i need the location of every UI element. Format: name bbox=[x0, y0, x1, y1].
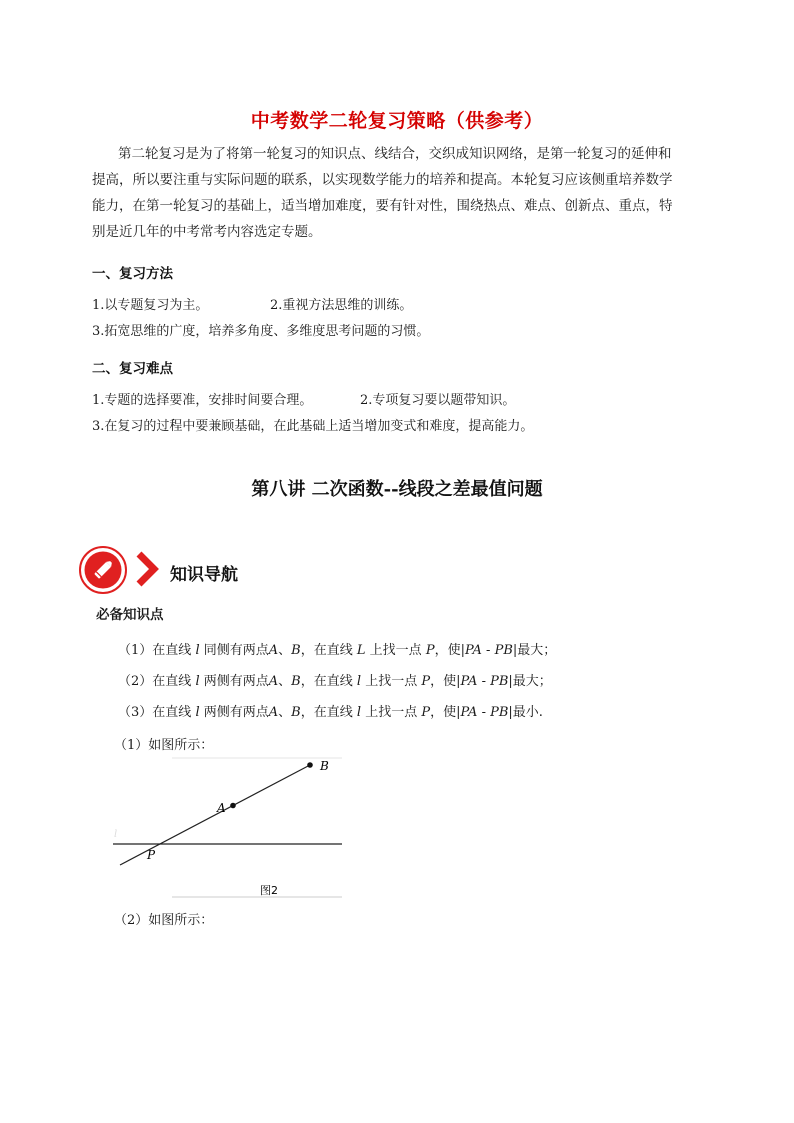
difficulty-item-1: 1.专题的选择要准，安排时间要合理。 bbox=[92, 393, 313, 408]
intro-line-1: 第二轮复习是为了将第一轮复习的知识点、线结合，交织成知识网络，是第一轮复习的延伸和 bbox=[118, 146, 672, 162]
intro-line-4: 别是近几年的中考常考内容选定专题。 bbox=[92, 224, 322, 240]
difficulty-item-2: 2.专项复习要以题带知识。 bbox=[360, 393, 516, 408]
method-item-3: 3.拓宽思维的广度，培养多角度、多维度思考问题的习惯。 bbox=[92, 324, 430, 339]
point-b bbox=[307, 762, 313, 768]
label-a: A bbox=[217, 801, 226, 815]
label-p: P bbox=[147, 848, 156, 862]
figure-caption: 图2 bbox=[260, 884, 278, 897]
knowledge-point-3: （3）在直线 l 两侧有两点A、B，在直线 l 上找一点 P，使|PA - PB|最小. bbox=[118, 705, 543, 720]
lecture-title: 第八讲 二次函数--线段之差最值问题 bbox=[251, 479, 543, 500]
knowledge-point-1: （1）在直线 l 同侧有两点A、B，在直线 L 上找一点 P，使|PA - PB|最大； bbox=[118, 643, 557, 658]
geometry-figure bbox=[110, 755, 350, 900]
knowledge-nav-title: 知识导航 bbox=[170, 565, 238, 585]
difficulty-item-3: 3.在复习的过程中要兼顾基础，在此基础上适当增加变式和难度，提高能力。 bbox=[92, 419, 534, 434]
figure-1-caption: （1）如图所示： bbox=[114, 738, 214, 753]
section-heading-methods: 一、复习方法 bbox=[92, 266, 173, 282]
line-l-label: l bbox=[114, 829, 118, 840]
section-heading-difficulties: 二、复习难点 bbox=[92, 361, 173, 377]
label-b: B bbox=[320, 759, 329, 773]
intro-line-3: 能力，在第一轮复习的基础上，适当增加难度，要有针对性，围绕热点、难点、创新点、重点，特 bbox=[92, 198, 673, 214]
point-a bbox=[230, 803, 236, 809]
page-title: 中考数学二轮复习策略（供参考） bbox=[250, 110, 544, 132]
method-item-2: 2.重视方法思维的训练。 bbox=[270, 298, 413, 313]
required-knowledge-heading: 必备知识点 bbox=[96, 607, 164, 623]
pencil-badge-icon bbox=[78, 545, 128, 595]
method-item-1: 1.以专题复习为主。 bbox=[92, 298, 209, 313]
knowledge-point-2: （2）在直线 l 两侧有两点A、B，在直线 l 上找一点 P，使|PA - PB|最大； bbox=[118, 674, 552, 689]
intro-line-2: 提高，所以要注重与实际问题的联系，以实现数学能力的培养和提高。本轮复习应该侧重培养数学 bbox=[92, 172, 673, 188]
chevron-right-icon bbox=[133, 549, 161, 589]
figure-2-caption: （2）如图所示： bbox=[114, 913, 214, 928]
